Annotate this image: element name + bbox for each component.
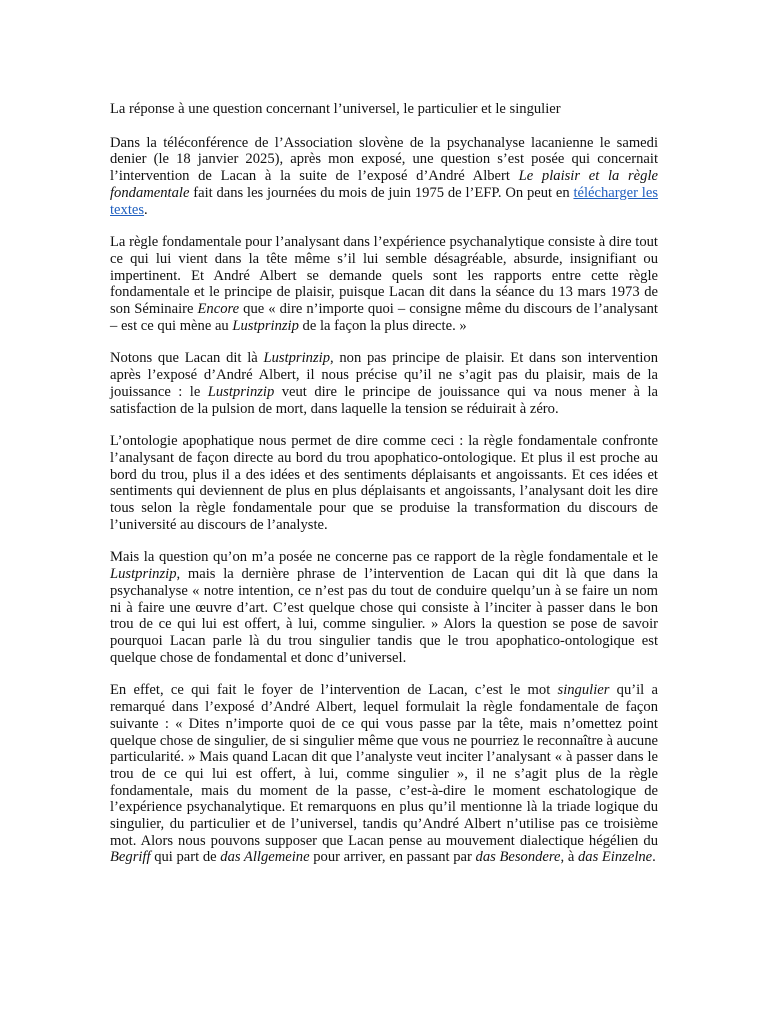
paragraph-6: [110, 682, 658, 866]
paragraph-4: L’ontologie apophatique nous permet de dire comme ceci : la règle fondamentale confronte l’analysant de façon directe au bord du trou apophatico-ontologique. Et plus il est proche au bord du trou, plus il a des idées et des sentiments déplaisants et angoissants. Et ces idées et sentiments qui deviennent de plus en plus déplaisants et angoissants, l’analysant doit les dire tous selon la règle fondamentale pour que se produise la transformation du discours de l’université au discours de l’analyste.: [110, 433, 658, 533]
text-run: Notons que Lacan dit là: [110, 350, 264, 367]
italic-term: Begriff: [110, 849, 151, 866]
text-run: que « dire n’importe quoi – consigne même du discours de l’analysant – est ce qui mène au: [110, 301, 658, 334]
text-run: En effet, ce qui fait le foyer de l’intervention de Lacan, c’est le mot: [110, 682, 558, 699]
text-run: pour arriver, en passant par: [309, 849, 476, 866]
document-title: La réponse à une question concernant l’universel, le particulier et le singulier: [110, 101, 561, 117]
italic-term: Lustprinzip: [263, 350, 330, 367]
italic-term: Lustprinzip: [110, 566, 177, 583]
text-run: .: [652, 849, 656, 866]
paragraph-1: [110, 135, 658, 219]
text-run: , mais la dernière phrase de l’intervention de Lacan qui dit là que dans la psychanalyse « notre intention, ce n’est pas du tout de conduire quelqu’un à se faire un nom ni à faire une œuvre d’art. C’est quelque chose qui consiste à l’inciter à passer dans le bon trou de ce qui lui est offert, à lui, comme singulier. » Alors la question se pose de savoir pourquoi Lacan parle là du trou singulier tandis que le trou apophatico-ontologique est quelque chose de fondamental et donc d’universel.: [110, 566, 658, 666]
text-run: .: [144, 201, 148, 218]
text-run: de la façon la plus directe. »: [298, 317, 467, 334]
text-run: qu’il a remarqué dans l’exposé d’André Albert, lequel formulait la règle fondamentale de façon suivante : « Dites n’importe quoi de ce qui vous passe par la tête, mais n’omettez point quelque chose de singulier, de si singulier même que vous ne pourriez le reconnaître à aucune particularité. » Mais quand Lacan dit que l’analyste veut inciter l’analysant « à passer dans le trou de ce qui lui est offert, à lui, comme singulier », il ne s’agit plus de la règle fondamentale, mais du moment de la passe, c’est-à-dire le moment eschatologique de l’expérience psychanalytique. Et remarquons en plus qu’il mentionne là la triade logique du singulier, du particulier et de l’universel, tandis qu’André Albert n’utilise pas ce troisième mot. Alors nous pouvons supposer que Lacan pense au mouvement dialectique hégélien du: [110, 682, 658, 849]
italic-term: Lustprinzip: [232, 317, 299, 334]
text-run: Dans la téléconférence de l’Association slovène de la psychanalyse lacanienne le samedi denier (le 18 janvier 2025), après mon exposé, une question s’est posée qui concernait l’intervention de Lacan à la suite de l’exposé d’André Albert: [110, 134, 658, 185]
text-run: veut dire le principe de jouissance qui va nous mener à la satisfaction de la pulsion de mort, dans laquelle la tension se réduirait à zéro.: [110, 383, 658, 417]
download-texts-link[interactable]: télécharger les textes: [110, 184, 659, 218]
italic-term: das Besondere: [475, 849, 561, 866]
text-run: fait dans les journées du mois de juin 1975 de l’EFP. On peut en: [189, 184, 574, 201]
paragraph-5: [110, 549, 658, 666]
italic-term: das Allgemeine: [220, 849, 310, 866]
italic-term: singulier: [557, 682, 610, 699]
paragraph-3: [110, 350, 658, 417]
italic-title: Le plaisir et la règle fondamentale: [110, 168, 658, 201]
italic-term: Lustprinzip: [207, 383, 275, 400]
document-page: [110, 101, 658, 882]
italic-term: das Einzelne: [577, 849, 653, 866]
text-run: qui part de: [150, 849, 221, 866]
paragraph-2: [110, 234, 658, 334]
text-run: , à: [560, 849, 578, 866]
text-run: La règle fondamentale pour l’analysant dans l’expérience psychanalytique consiste à dire tout ce qui lui vient dans la tête même s’il lui semble désagréable, absurde, insignifiant ou impertinent. Et André Albert se demande quels sont les rapports entre cette règle fondamentale et le principe de plaisir, puisque Lacan dit dans la séance du 13 mars 1973 de son Séminaire: [110, 234, 658, 318]
text-run: Mais la question qu’on m’a posée ne concerne pas ce rapport de la règle fondamentale et le: [110, 549, 658, 566]
text-run: , non pas principe de plaisir. Et dans son intervention après l’exposé d’André Albert, il nous précise qu’il ne s’agit pas du plaisir, mais de la jouissance : le: [110, 350, 659, 400]
italic-term: Encore: [197, 301, 240, 318]
